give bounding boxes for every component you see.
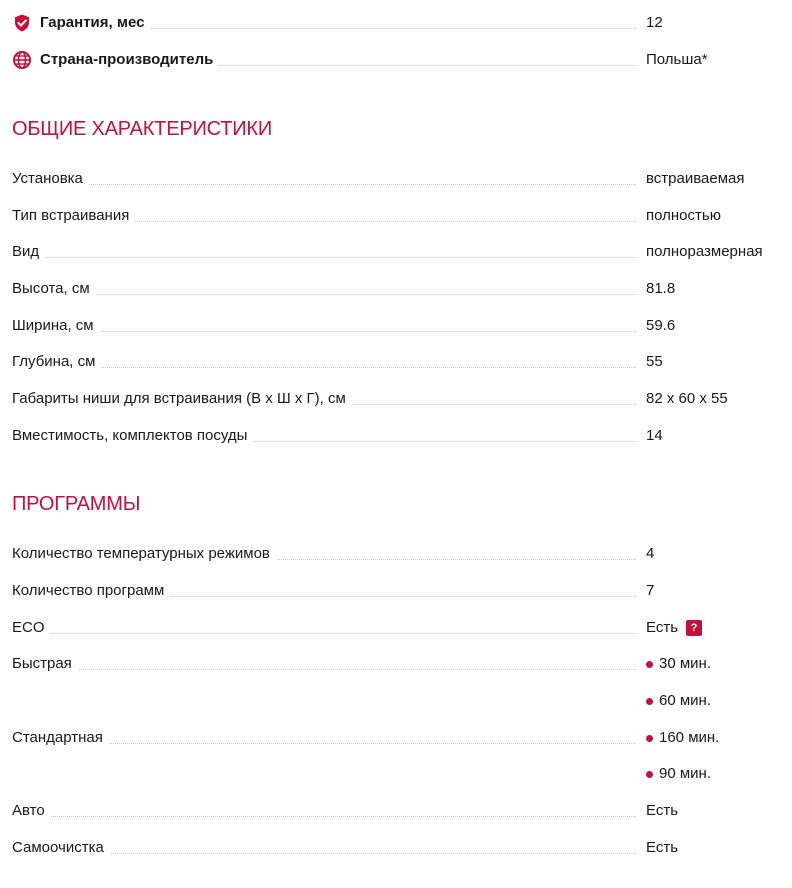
spec-label bbox=[12, 12, 150, 34]
spec-value: Есть bbox=[646, 839, 679, 856]
spec-label: Глубина, см bbox=[12, 351, 101, 373]
spec-label: Высота, см bbox=[12, 278, 96, 300]
shield-check-icon bbox=[12, 13, 32, 33]
spec-value: Есть bbox=[646, 802, 679, 819]
spec-value-text: 60 мин. bbox=[659, 692, 711, 709]
spec-value: 59.6 bbox=[646, 317, 676, 334]
spec-row bbox=[12, 278, 780, 300]
spec-label: ECO bbox=[12, 617, 51, 639]
spec-label: Тип встраивания bbox=[12, 205, 135, 227]
spec-row bbox=[12, 543, 780, 565]
spec-value-text: Есть bbox=[646, 619, 679, 636]
dotted-leader bbox=[12, 816, 636, 817]
spec-label: Вид bbox=[12, 241, 45, 263]
spec-value-text: 160 мин. bbox=[659, 729, 720, 746]
spec-row bbox=[12, 388, 780, 410]
spec-value: 4 bbox=[646, 545, 655, 562]
dotted-leader bbox=[12, 257, 636, 258]
dotted-leader bbox=[12, 669, 636, 670]
spec-row bbox=[12, 315, 780, 337]
spec-value bbox=[646, 653, 711, 675]
spec-label-text: Страна-производитель bbox=[40, 51, 214, 68]
spec-value bbox=[646, 727, 719, 749]
spec-row bbox=[12, 425, 780, 447]
spec-row-eco bbox=[12, 617, 780, 639]
dotted-leader bbox=[12, 184, 636, 185]
spec-label: Самоочистка bbox=[12, 837, 110, 859]
spec-value bbox=[646, 763, 711, 785]
spec-row-quick bbox=[12, 653, 780, 675]
dotted-leader bbox=[12, 331, 636, 332]
spec-value-text: 30 мин. bbox=[659, 655, 711, 672]
spec-value: полноразмерная bbox=[646, 243, 763, 260]
spec-value: 81.8 bbox=[646, 280, 676, 297]
bullet-icon bbox=[646, 735, 653, 742]
dotted-leader bbox=[12, 633, 636, 634]
spec-row-continuation bbox=[12, 690, 780, 712]
spec-row-continuation bbox=[12, 763, 780, 785]
spec-row bbox=[12, 580, 780, 602]
spec-value: полностью bbox=[646, 207, 721, 224]
spec-label: Вместимость, комплектов посуды bbox=[12, 425, 253, 447]
spec-label: Количество температурных режимов bbox=[12, 543, 276, 565]
spec-row bbox=[12, 800, 780, 822]
bullet-icon bbox=[646, 771, 653, 778]
spec-value: 12 bbox=[646, 14, 663, 31]
spec-row-country bbox=[12, 49, 780, 71]
spec-value: встраиваемая bbox=[646, 170, 745, 187]
spec-value: 14 bbox=[646, 427, 663, 444]
spec-label: Ширина, см bbox=[12, 315, 100, 337]
spec-row-warranty bbox=[12, 12, 780, 34]
spec-label: Габариты ниши для встраивания (В х Ш х Г), см bbox=[12, 388, 352, 410]
spec-value bbox=[646, 690, 711, 712]
dotted-leader bbox=[12, 367, 636, 368]
help-icon[interactable]: ? bbox=[686, 620, 702, 636]
spec-row bbox=[12, 168, 780, 190]
spec-row-standard bbox=[12, 727, 780, 749]
spec-value: 82 х 60 х 55 bbox=[646, 390, 728, 407]
spec-value: Польша* bbox=[646, 51, 708, 68]
section-title-programs: ПРОГРАММЫ bbox=[12, 493, 141, 515]
spec-value-text: 90 мин. bbox=[659, 765, 711, 782]
spec-label: Авто bbox=[12, 800, 51, 822]
spec-label: Количество программ bbox=[12, 580, 170, 602]
spec-row bbox=[12, 837, 780, 859]
spec-value bbox=[646, 617, 702, 639]
spec-row bbox=[12, 205, 780, 227]
spec-row bbox=[12, 241, 780, 263]
globe-icon bbox=[12, 50, 32, 70]
spec-label bbox=[12, 49, 219, 71]
spec-value: 7 bbox=[646, 582, 655, 599]
bullet-icon bbox=[646, 698, 653, 705]
spec-label-text: Гарантия, мес bbox=[40, 14, 145, 31]
section-title-general: ОБЩИЕ ХАРАКТЕРИСТИКИ bbox=[12, 118, 273, 140]
dotted-leader bbox=[12, 294, 636, 295]
spec-value: 55 bbox=[646, 353, 663, 370]
spec-label: Быстрая bbox=[12, 653, 78, 675]
spec-label: Установка bbox=[12, 168, 89, 190]
spec-label: Стандартная bbox=[12, 727, 109, 749]
spec-row bbox=[12, 351, 780, 373]
bullet-icon bbox=[646, 661, 653, 668]
